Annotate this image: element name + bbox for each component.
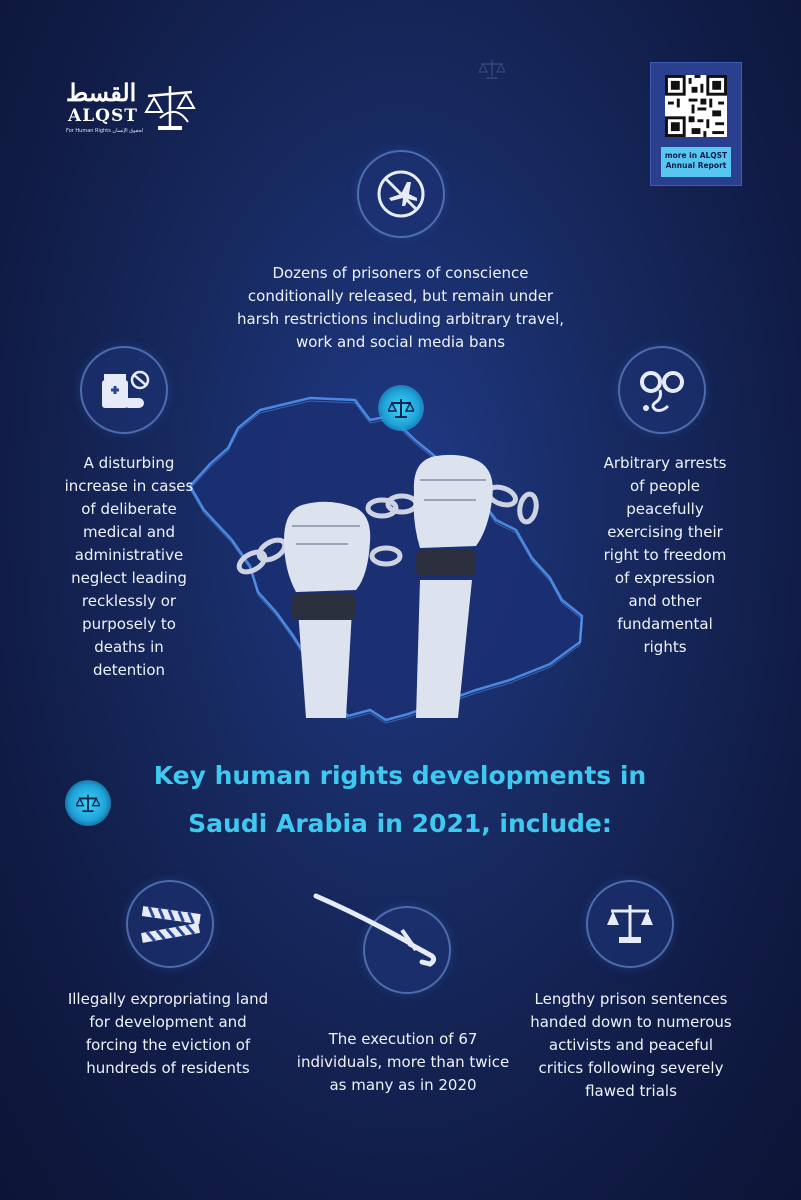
travel-ban-text: Dozens of prisoners of conscience conditionally released, but remain under harsh restrictions including arbitrary travel, work and social media bans [236,264,565,351]
medical-neglect-circle [80,346,168,434]
arrests-text: Arbitrary arrests of people peacefully exercising their right to freedom of expression and other fundamental rights [603,454,727,656]
scales-of-justice-icon [605,901,655,947]
balance-scale-icon [388,397,414,419]
arrests-circle [618,346,706,434]
caution-tape-icon [139,902,201,946]
faint-scale-icon [478,58,506,80]
sentences-circle [586,880,674,968]
qr-caption-line1: more in ALQST [664,151,728,160]
qr-code-panel[interactable] [650,62,742,186]
land-circle [126,880,214,968]
headline-line1: Key human rights developments in [153,761,647,790]
logo-subtitle: For Human Rights لحقوق الإنسان [66,128,144,134]
glow-scale-map [378,385,424,431]
sword-icon [312,890,452,970]
travel-ban-circle [357,150,445,238]
qr-code-icon[interactable] [665,75,727,137]
medical-neglect-text: A disturbing increase in cases of deliberate medical and administrative neglect leading recklessly or purposely to deaths in detention [64,454,194,679]
qr-caption-line2: Annual Report [665,161,727,170]
handcuffs-icon [634,364,690,416]
logo-arabic: القسط [66,78,137,107]
alqst-logo [62,78,202,138]
no-airplane-icon [375,168,427,220]
sentences-text: Lengthy prison sentences handed down to numerous activists and peaceful critics following severely flawed trials [530,990,732,1100]
medicine-icon [96,366,152,414]
scale-logo-icon [142,82,198,134]
logo-english: ALQST [68,106,138,126]
headline-line2: Saudi Arabia in 2021, include: [188,809,612,838]
saudi-map-illustration [180,380,620,740]
headline [60,752,740,848]
execution-text: The execution of 67 individuals, more than twice as many as in 2020 [296,1030,510,1094]
land-text: Illegally expropriating land for development and forcing the eviction of hundreds of residents [67,990,269,1077]
qr-caption [661,147,731,177]
